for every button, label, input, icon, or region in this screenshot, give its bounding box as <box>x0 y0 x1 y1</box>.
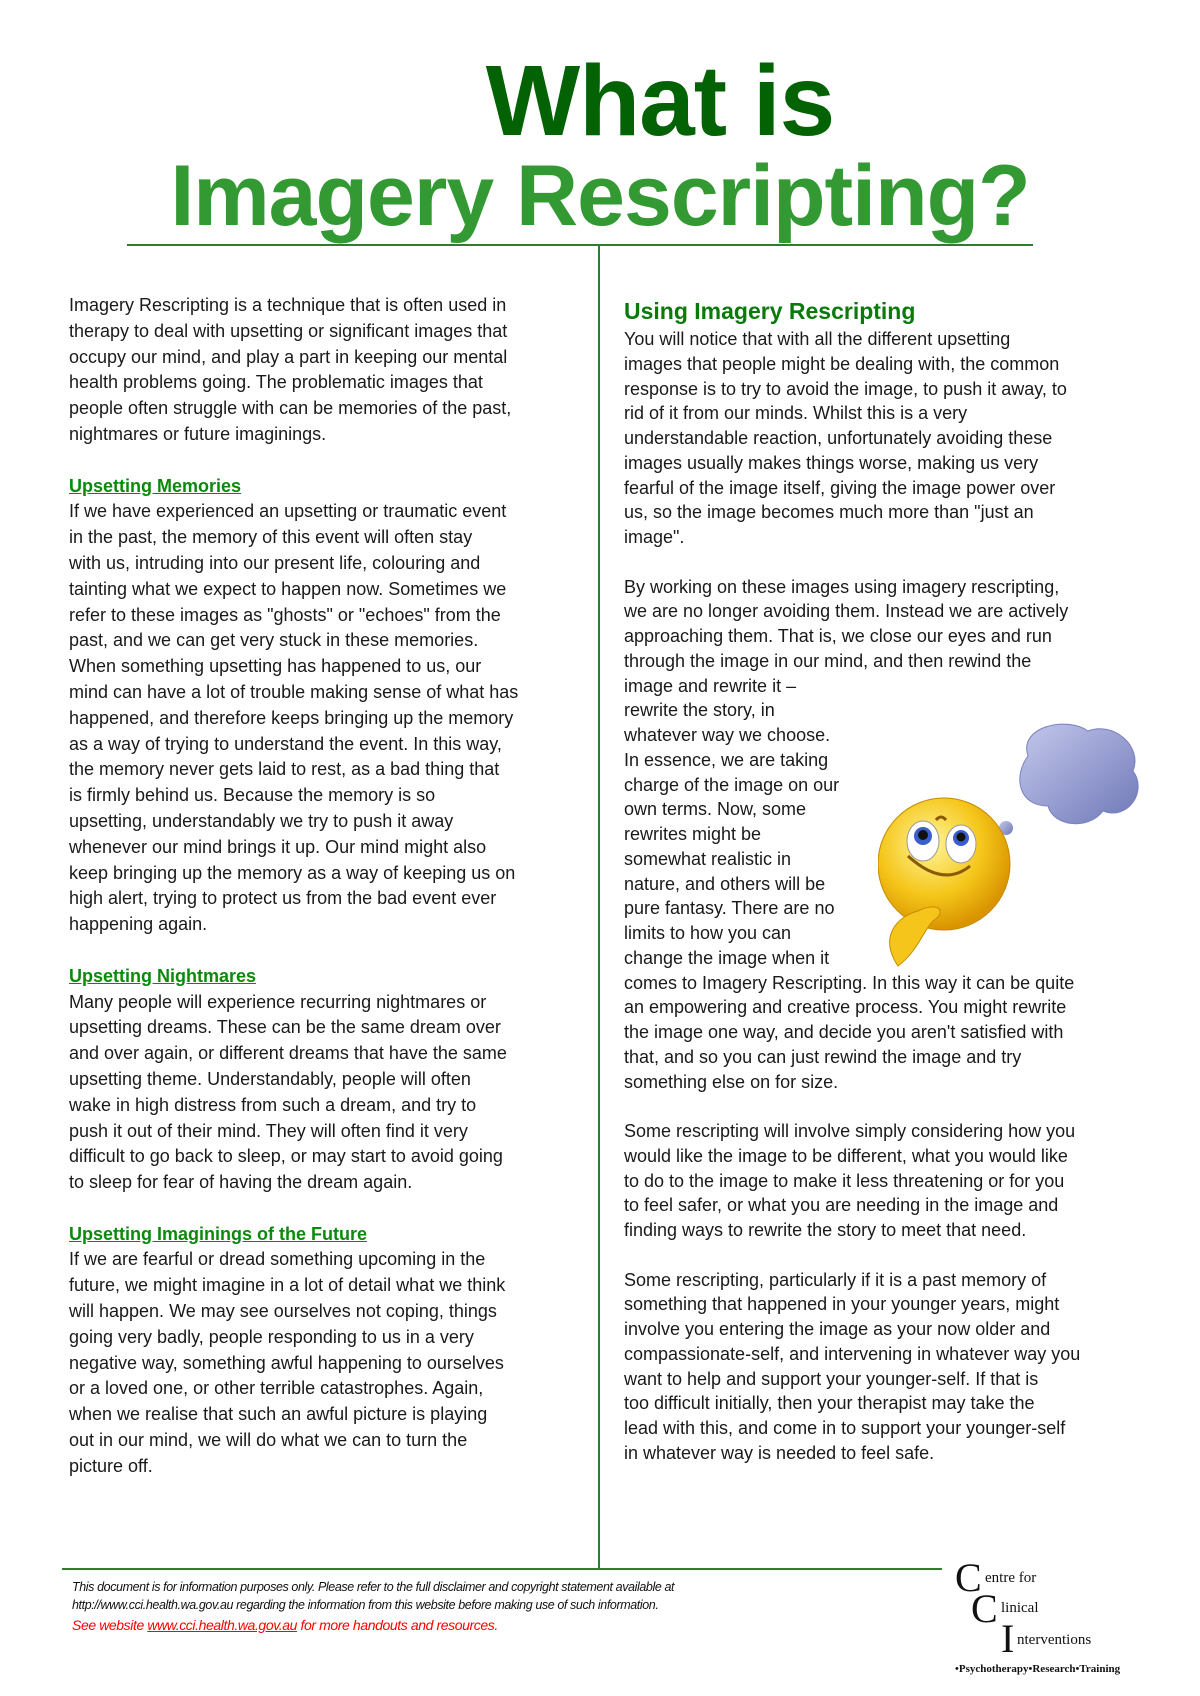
text-line: future, we might imagine in a lot of detail what we think <box>69 1275 506 1296</box>
logo-letter-i: I <box>1001 1616 1015 1661</box>
text-line: comes to Imagery Rescripting. In this way it can be quite <box>624 972 1075 993</box>
text-line: to sleep for fear of having the dream again. <box>69 1172 413 1193</box>
text-line: push it out of their mind. They will often find it very <box>69 1120 468 1141</box>
text-line: Some rescripting, particularly if it is a past memory of <box>624 1269 1047 1290</box>
blank-line <box>624 1094 1080 1119</box>
text-line: negative way, something awful happening to ourselves <box>69 1352 504 1373</box>
text-line: response is to try to avoid the image, to push it away, to <box>624 378 1067 399</box>
blank-line <box>69 938 518 964</box>
title-rule <box>127 244 1033 246</box>
see-website-line <box>72 1616 498 1634</box>
text-line: mind can have a lot of trouble making sense of what has <box>69 681 519 702</box>
text-line: would like the image to be different, what you would like <box>624 1145 1068 1166</box>
text-line: health problems going. The problematic images that <box>69 372 483 393</box>
text-line: will happen. We may see ourselves not coping, things <box>69 1301 497 1322</box>
text-line: charge of the image on our <box>624 774 840 795</box>
blank-line <box>69 448 518 474</box>
text-line: image". <box>624 527 685 547</box>
logo-tagline: •Psychotherapy•Research•Training <box>955 1663 1121 1675</box>
text-line: rid of it from our minds. Whilst this is a very <box>624 403 968 424</box>
see-website-prefix: See website <box>72 1617 148 1633</box>
logo-word-centre: entre for <box>985 1570 1037 1586</box>
text-line: images that people might be dealing with, the common <box>624 353 1060 374</box>
blank-line <box>624 1243 1080 1268</box>
text-line: past, and we can get very stuck in these memories. <box>69 630 479 651</box>
text-line: to do to the image to make it less threatening or for you <box>624 1170 1065 1191</box>
text-line: people often struggle with can be memories of the past, <box>69 398 512 419</box>
logo-word-interventions: nterventions <box>1017 1632 1092 1648</box>
text-line: going very badly, people responding to us in a very <box>69 1326 474 1347</box>
text-line: change the image when it <box>624 947 830 968</box>
text-line: in whatever way is needed to feel safe. <box>624 1442 935 1463</box>
column-divider <box>598 244 600 1569</box>
text-line: or a loved one, or other terrible catastrophes. Again, <box>69 1378 484 1399</box>
text-line: rewrites might be <box>624 824 762 844</box>
text-line: out in our mind, we will do what we can to turn the <box>69 1430 468 1451</box>
text-line: approaching them. That is, we close our eyes and run <box>624 626 1052 646</box>
blank-line <box>624 550 1080 575</box>
text-line: By working on these images using imagery rescripting, <box>624 576 1060 597</box>
logo-letter-c2: C <box>971 1586 998 1631</box>
text-line: in the past, the memory of this event will often stay <box>69 527 473 548</box>
text-line: Many people will experience recurring nightmares or <box>69 991 487 1012</box>
text-line: lead with this, and come in to support your younger-self <box>624 1418 1066 1438</box>
text-line: fearful of the image itself, giving the image power over <box>624 477 1056 498</box>
section-heading: Upsetting Memories <box>69 475 242 496</box>
text-line: whatever way we choose. <box>624 725 831 745</box>
text-line: that, and so you can just rewind the image and try <box>624 1046 1022 1067</box>
text-line: therapy to deal with upsetting or significant images that <box>69 320 508 341</box>
right-heading: Using Imagery Rescripting <box>624 298 916 324</box>
text-line: us, so the image becomes much more than "just an <box>624 502 1034 523</box>
see-website-suffix: for more handouts and resources. <box>297 1617 498 1633</box>
text-line: When something upsetting has happened to us, our <box>69 656 482 677</box>
text-line: whenever our mind brings it up. Our mind might also <box>69 836 487 857</box>
text-line: upsetting theme. Understandably, people will often <box>69 1068 471 1089</box>
text-line: upsetting, understandably we try to push it away <box>69 810 454 831</box>
disclaimer-line-2: http://www.cci.health.wa.gov.au regarding the information from this website before making use of such information. <box>72 1598 659 1612</box>
section-heading: Upsetting Nightmares <box>69 965 257 986</box>
text-line: refer to these images as "ghosts" or "echoes" from the <box>69 604 501 625</box>
text-line: pure fantasy. There are no <box>624 898 835 919</box>
text-line: something else on for size. <box>624 1071 839 1092</box>
text-line: as a way of trying to understand the event. In this way, <box>69 733 502 754</box>
text-line: the image one way, and decide you aren't satisfied with <box>624 1022 1064 1042</box>
text-line: nature, and others will be <box>624 873 826 894</box>
text-line: If we have experienced an upsetting or traumatic event <box>69 501 507 522</box>
text-line: In essence, we are taking <box>624 749 829 770</box>
text-line: the memory never gets laid to rest, as a bad thing that <box>69 759 500 780</box>
text-line: too difficult initially, then your therapist may take the <box>624 1393 1035 1414</box>
text-line: keep bringing up the memory as a way of keeping us on <box>69 862 516 883</box>
text-line: wake in high distress from such a dream, and try to <box>69 1094 477 1115</box>
text-line: images usually makes things worse, making us very <box>624 452 1039 473</box>
text-line: an empowering and creative process. You might rewrite <box>624 997 1067 1018</box>
text-line: want to help and support your younger-self. If that is <box>624 1368 1039 1389</box>
text-line: picture off. <box>69 1455 153 1476</box>
text-line: involve you entering the image as your now older and <box>624 1319 1051 1339</box>
text-line: Imagery Rescripting is a technique that is often used in <box>69 295 507 315</box>
left-column <box>69 293 518 1480</box>
text-line: You will notice that with all the different upsetting <box>624 329 1011 349</box>
text-line: is firmly behind us. Because the memory is so <box>69 785 436 806</box>
text-line: own terms. Now, some <box>624 799 807 820</box>
text-line: happened, and therefore keeps bringing up the memory <box>69 707 514 728</box>
text-line: and over again, or different dreams that have the same <box>69 1043 507 1064</box>
text-line: rewrite the story, in <box>624 700 775 721</box>
blank-line <box>69 1196 518 1222</box>
text-line: through the image in our mind, and then rewind the <box>624 650 1032 671</box>
smiley-face-icon <box>878 798 1010 966</box>
text-line: when we realise that such an awful picture is playing <box>69 1404 488 1425</box>
text-line: occupy our mind, and play a part in keeping our mental <box>69 346 508 367</box>
logo-letter-c1: C <box>955 1555 982 1600</box>
section-heading: Upsetting Imaginings of the Future <box>69 1223 367 1244</box>
text-line: with us, intruding into our present life, colouring and <box>69 552 481 573</box>
text-line: nightmares or future imaginings. <box>69 423 327 444</box>
text-line: something that happened in your younger years, might <box>624 1294 1060 1315</box>
text-line: we are no longer avoiding them. Instead we are actively <box>624 601 1069 622</box>
text-line: compassionate-self, and intervening in whatever way you <box>624 1343 1081 1364</box>
text-line: If we are fearful or dread something upcoming in the <box>69 1249 486 1270</box>
text-line: somewhat realistic in <box>624 848 792 869</box>
logo-word-clinical: linical <box>1001 1600 1039 1616</box>
website-link[interactable]: www.cci.health.wa.gov.au <box>147 1617 298 1633</box>
disclaimer-line-1: This document is for information purposes only. Please refer to the full disclaimer and copyright statement available at <box>72 1580 675 1594</box>
text-line: Some rescripting will involve simply considering how you <box>624 1121 1076 1141</box>
title-line-2: Imagery Rescripting? <box>170 148 1030 244</box>
title-line-1: What is <box>485 45 835 157</box>
text-line: to feel safer, or what you are needing in the image and <box>624 1195 1059 1216</box>
text-line: finding ways to rewrite the story to meet that need. <box>624 1220 1027 1240</box>
text-line: tainting what we expect to happen now. Sometimes we <box>69 578 507 599</box>
text-line: difficult to go back to sleep, or may start to avoid going <box>69 1146 503 1167</box>
text-line: high alert, trying to protect us from the bad event ever <box>69 888 497 909</box>
text-line: image and rewrite it – <box>624 675 797 696</box>
text-line: limits to how you can <box>624 923 792 943</box>
text-line: happening again. <box>69 914 208 935</box>
thinking-smiley-image <box>878 716 1148 978</box>
text-line: upsetting dreams. These can be the same dream over <box>69 1017 501 1038</box>
cci-logo <box>955 1555 1155 1683</box>
text-line: understandable reaction, unfortunately avoiding these <box>624 428 1053 448</box>
footer-rule <box>62 1568 942 1570</box>
